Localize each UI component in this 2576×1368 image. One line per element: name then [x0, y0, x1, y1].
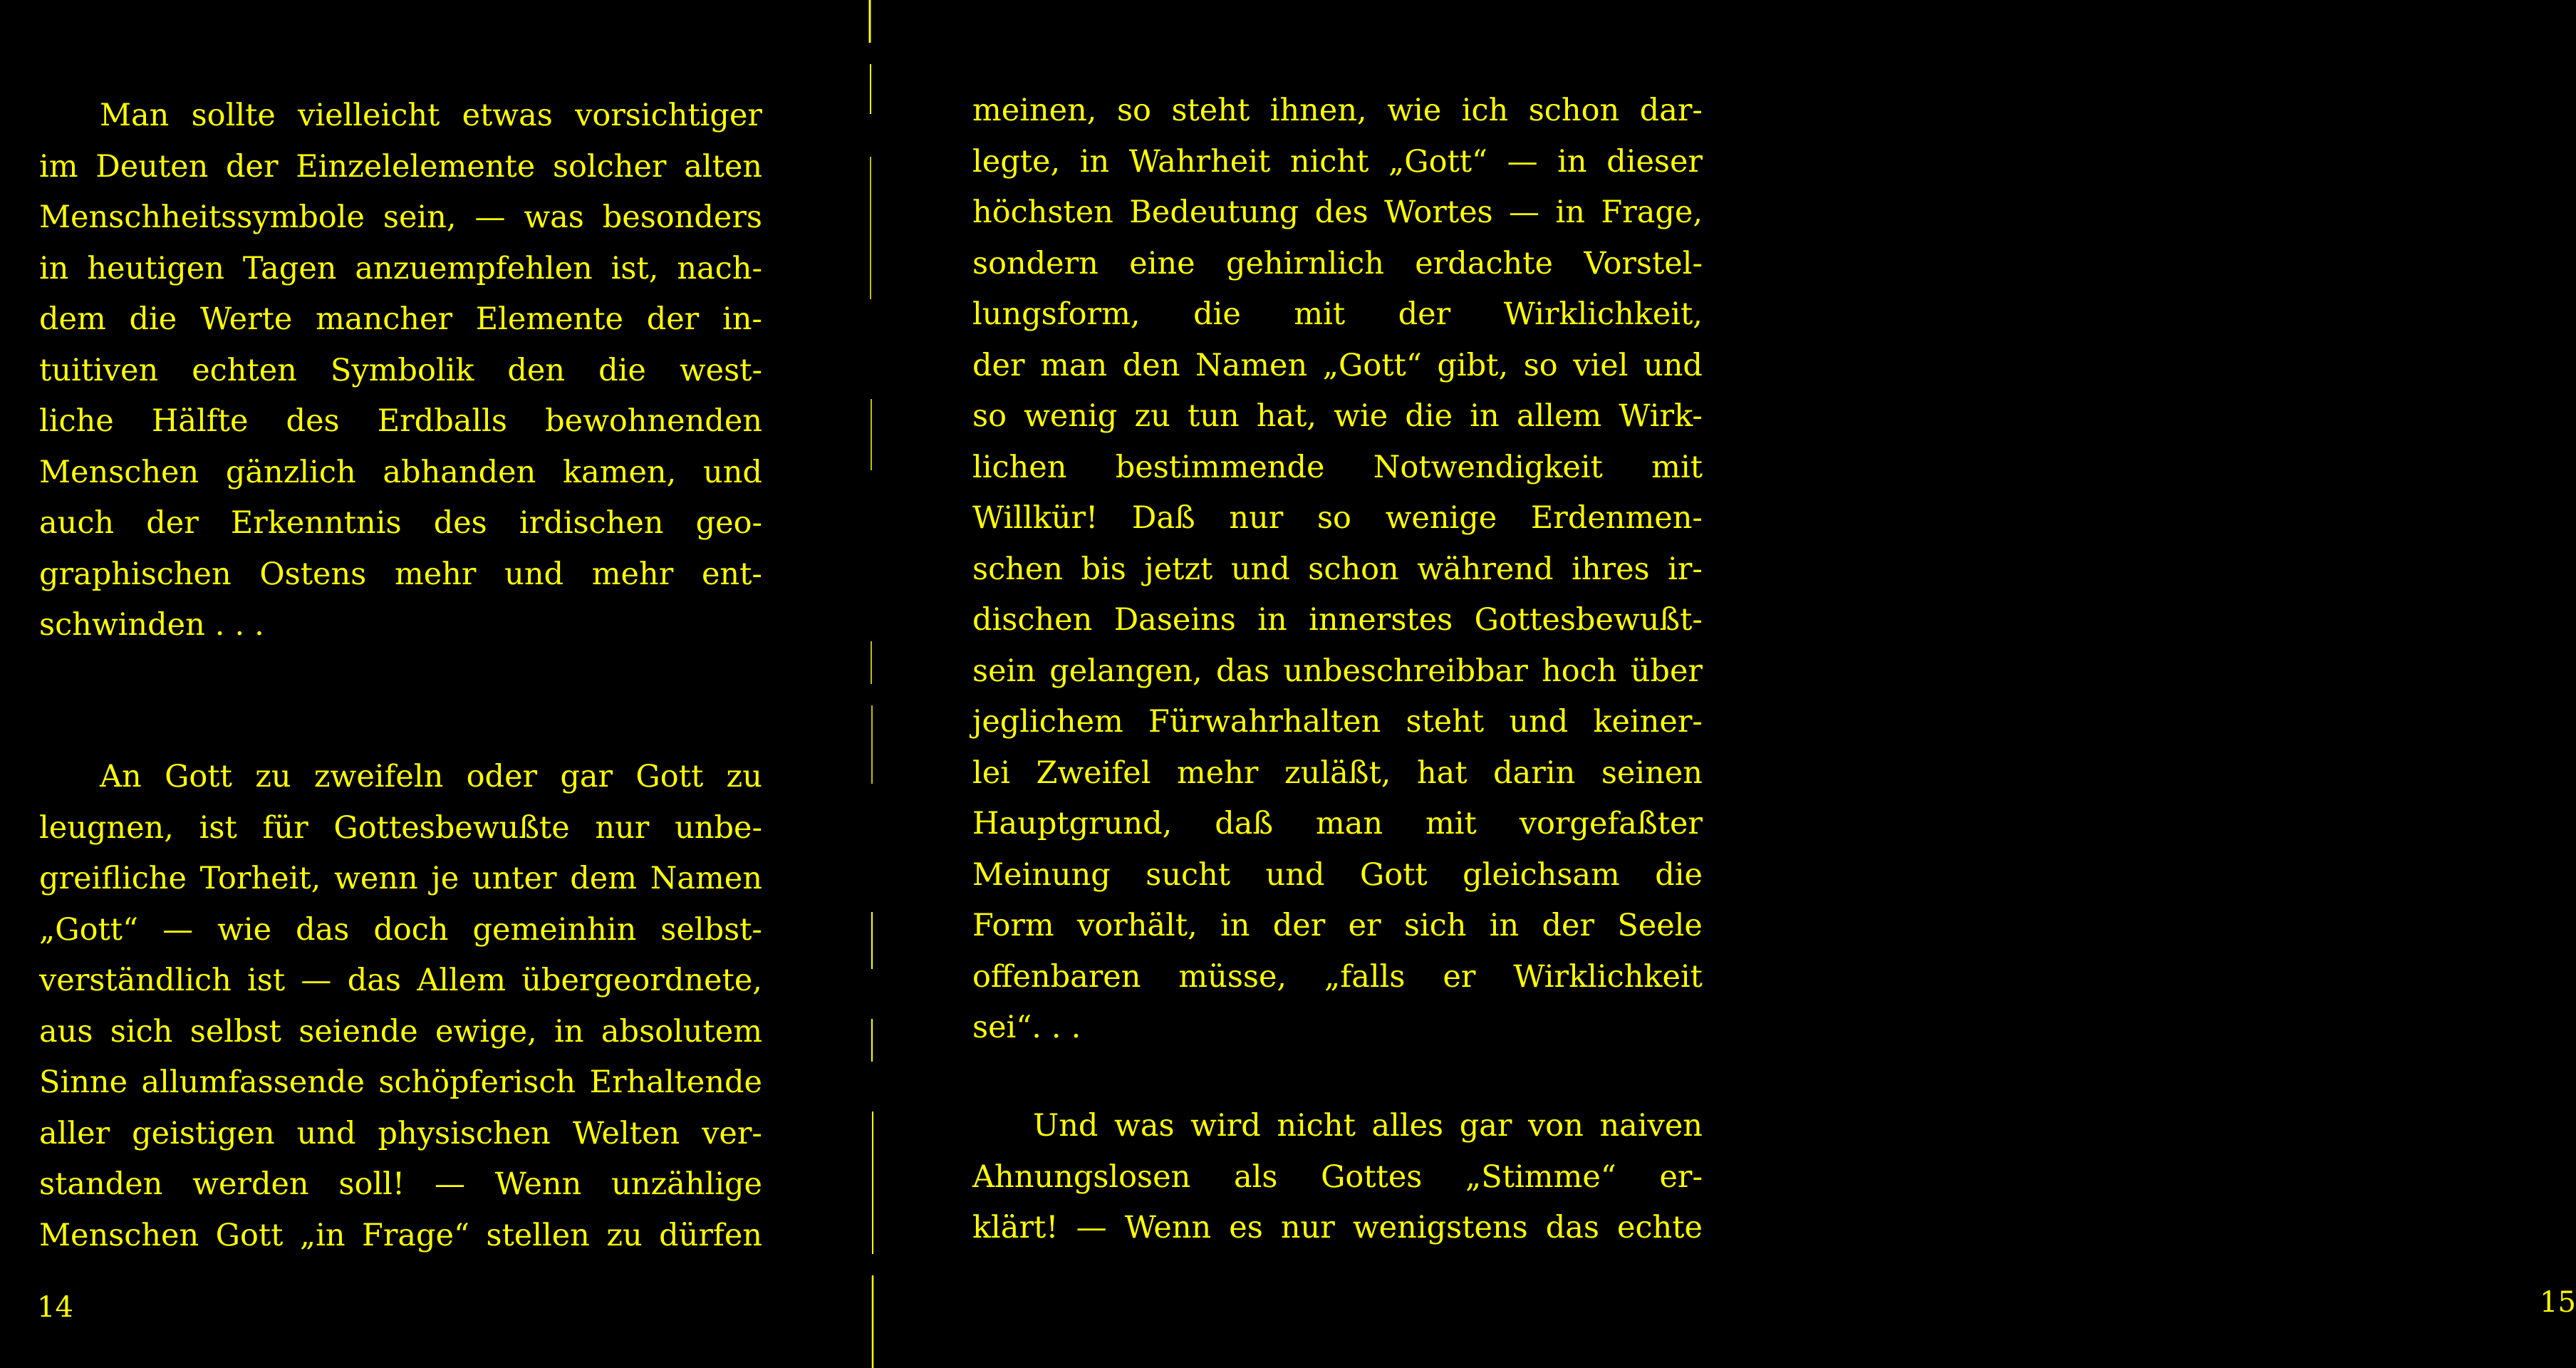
text-line: leugnen, ist für Gottesbewußte nur unbe-	[39, 809, 762, 846]
text-line: Hauptgrund, daß man mit vorgefaßter	[972, 806, 1703, 841]
text-line: dem die Werte mancher Elemente der in-	[39, 301, 762, 337]
text-line: standen werden soll! — Wenn unzählige	[39, 1166, 762, 1202]
right-paragraph-2	[972, 1101, 1703, 1254]
text-line: meinen, so steht ihnen, wie ich schon dar-	[972, 93, 1703, 128]
text-line: der man den Namen „Gott“ gibt, so viel und	[972, 347, 1703, 383]
left-page	[0, 0, 862, 1368]
text-line: sondern eine gehirnlich erdachte Vorstel-	[972, 245, 1703, 281]
left-paragraph-1	[39, 90, 762, 651]
text-line: sei“. . .	[972, 1010, 1081, 1045]
text-line: Und was wird nicht alles gar von naiven	[1033, 1108, 1703, 1144]
text-line: schwinden . . .	[39, 607, 264, 643]
text-line: aller geistigen und physischen Welten ver-	[39, 1115, 762, 1151]
text-line: graphischen Ostens mehr und mehr ent-	[39, 556, 762, 592]
text-line: Sinne allumfassende schöpferisch Erhaltende	[39, 1064, 762, 1100]
text-line: greifliche Torheit, wenn je unter dem Namen	[39, 861, 762, 896]
text-line: Menschen Gott „in Frage“ stellen zu dürfen	[39, 1217, 762, 1253]
text-line: liche Hälfte des Erdballs bewohnenden	[39, 403, 762, 439]
text-line: Man sollte vielleicht etwas vorsichtiger	[100, 98, 762, 133]
text-line: sein gelangen, das unbeschreibbar hoch über	[972, 653, 1703, 689]
text-line: in heutigen Tagen anzuempfehlen ist, nach-	[39, 250, 762, 286]
book-gutter	[869, 0, 875, 1368]
text-line: so wenig zu tun hat, wie die in allem Wirk-	[972, 398, 1703, 434]
text-line: Ahnungslosen als Gottes „Stimme“ er-	[972, 1159, 1703, 1195]
text-line: auch der Erkenntnis des irdischen geo-	[39, 505, 762, 541]
text-line: offenbaren müsse, „falls er Wirklichkeit	[972, 958, 1703, 995]
text-line: klärt! — Wenn es nur wenigstens das echte	[972, 1210, 1703, 1245]
text-line: Meinung sucht und Gott gleichsam die	[972, 856, 1703, 893]
text-line: Menschen gänzlich abhanden kamen, und	[39, 454, 762, 490]
text-line: Menschheitssymbole sein, — was besonders	[39, 200, 762, 235]
text-line: dischen Daseins in innerstes Gottesbewußt-	[972, 602, 1703, 638]
gutter-line	[869, 0, 875, 1368]
text-line: höchsten Bedeutung des Wortes — in Frage,	[972, 195, 1703, 230]
text-line: jeglichem Fürwahrhalten steht und keiner-	[972, 704, 1703, 740]
right-paragraph-1	[972, 86, 1703, 1054]
text-line: schen bis jetzt und schon während ihres ir-	[972, 551, 1703, 587]
left-paragraph-2	[39, 752, 762, 1261]
page-number: 14	[37, 1291, 73, 1324]
text-line: im Deuten der Einzelelemente solcher alten	[39, 148, 762, 185]
text-line: aus sich selbst seiende ewige, in absolutem	[39, 1013, 762, 1050]
text-line: An Gott zu zweifeln oder gar Gott zu	[100, 759, 762, 794]
text-line: Willkür! Daß nur so wenige Erdenmen-	[972, 500, 1703, 536]
text-line: verständlich ist — das Allem übergeordnete,	[39, 963, 762, 998]
text-line: Form vorhält, in der er sich in der Seele	[972, 908, 1703, 943]
text-line: „Gott“ — wie das doch gemeinhin selbst-	[39, 911, 762, 948]
right-page	[880, 0, 2576, 1368]
text-line: lei Zweifel mehr zuläßt, hat darin seinen	[972, 755, 1703, 791]
text-line: lichen bestimmende Notwendigkeit mit	[972, 449, 1703, 485]
text-line: lungsform, die mit der Wirklichkeit,	[972, 296, 1703, 332]
text-line: legte, in Wahrheit nicht „Gott“ — in dieser	[972, 143, 1703, 180]
text-line: tuitiven echten Symbolik den die west-	[39, 352, 762, 388]
page-number: 15	[2540, 1286, 2576, 1319]
